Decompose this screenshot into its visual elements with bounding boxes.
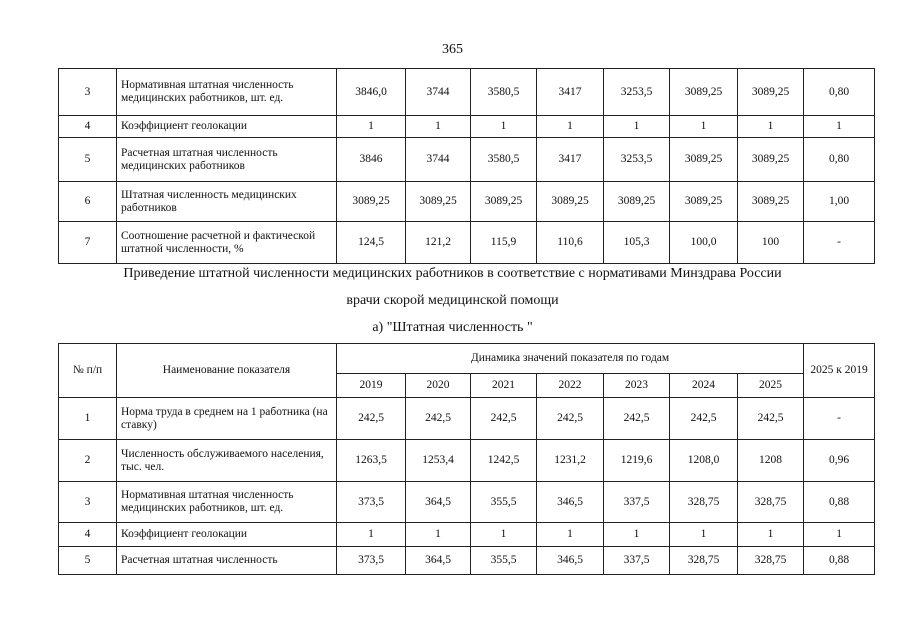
value-cell: 100 <box>738 222 804 264</box>
row-number: 3 <box>59 482 117 523</box>
column-header-number: № п/п <box>59 344 117 398</box>
value-cell: 1 <box>670 523 738 547</box>
value-cell: 328,75 <box>670 547 738 575</box>
indicator-name: Норма труда в среднем на 1 работника (на ставку) <box>117 398 337 440</box>
value-cell: 110,6 <box>537 222 604 264</box>
column-header-year: 2019 <box>337 374 406 398</box>
value-cell: 373,5 <box>337 547 406 575</box>
value-cell: 3089,25 <box>604 182 670 222</box>
value-cell: 1 <box>604 523 670 547</box>
value-cell: 3744 <box>406 69 471 116</box>
value-cell: 1208,0 <box>670 440 738 482</box>
row-number: 7 <box>59 222 117 264</box>
indicator-name: Штатная численность медицинских работников <box>117 182 337 222</box>
value-cell: 3846 <box>337 138 406 182</box>
value-cell: 355,5 <box>471 482 537 523</box>
table-row <box>59 523 875 547</box>
ratio-cell: 0,80 <box>804 69 875 116</box>
value-cell: 3417 <box>537 138 604 182</box>
column-header-year: 2022 <box>537 374 604 398</box>
value-cell: 3580,5 <box>471 138 537 182</box>
value-cell: 3089,25 <box>471 182 537 222</box>
section-heading: Приведение штатной численности медицинских работников в соответствие с нормативами Минздрава России <box>123 266 782 281</box>
row-number: 5 <box>59 138 117 182</box>
value-cell: 3089,25 <box>738 138 804 182</box>
indicator-name: Соотношение расчетной и фактической штатной численности, % <box>117 222 337 264</box>
value-cell: 3089,25 <box>670 69 738 116</box>
indicator-name: Расчетная штатная численность <box>117 547 337 575</box>
value-cell: 1242,5 <box>471 440 537 482</box>
column-header-year: 2025 <box>738 374 804 398</box>
table-row <box>59 482 875 523</box>
value-cell: 1219,6 <box>604 440 670 482</box>
value-cell: 1253,4 <box>406 440 471 482</box>
top-table <box>58 68 875 264</box>
value-cell: 3253,5 <box>604 138 670 182</box>
value-cell: 242,5 <box>738 398 804 440</box>
value-cell: 1 <box>471 523 537 547</box>
value-cell: 3089,25 <box>337 182 406 222</box>
table-row <box>59 138 875 182</box>
ratio-cell: 1 <box>804 116 875 138</box>
value-cell: 3253,5 <box>604 69 670 116</box>
value-cell: 105,3 <box>604 222 670 264</box>
value-cell: 3580,5 <box>471 69 537 116</box>
value-cell: 373,5 <box>337 482 406 523</box>
value-cell: 242,5 <box>337 398 406 440</box>
value-cell: 100,0 <box>670 222 738 264</box>
value-cell: 346,5 <box>537 482 604 523</box>
table-row <box>59 182 875 222</box>
value-cell: 242,5 <box>537 398 604 440</box>
value-cell: 328,75 <box>670 482 738 523</box>
value-cell: 1263,5 <box>337 440 406 482</box>
column-header-ratio: 2025 к 2019 <box>804 344 875 398</box>
column-header-year: 2023 <box>604 374 670 398</box>
value-cell: 242,5 <box>471 398 537 440</box>
ratio-cell: 1,00 <box>804 182 875 222</box>
value-cell: 1 <box>406 523 471 547</box>
value-cell: 1231,2 <box>537 440 604 482</box>
value-cell: 242,5 <box>670 398 738 440</box>
indicator-name: Численность обслуживаемого населения, тыс. чел. <box>117 440 337 482</box>
value-cell: 1 <box>670 116 738 138</box>
value-cell: 3089,25 <box>670 138 738 182</box>
value-cell: 121,2 <box>406 222 471 264</box>
indicator-name: Расчетная штатная численность медицинских работников <box>117 138 337 182</box>
row-number: 4 <box>59 523 117 547</box>
value-cell: 115,9 <box>471 222 537 264</box>
indicator-name: Нормативная штатная численность медицинских работников, шт. ед. <box>117 69 337 116</box>
value-cell: 328,75 <box>738 547 804 575</box>
value-cell: 124,5 <box>337 222 406 264</box>
indicator-name: Коэффициент геолокации <box>117 116 337 138</box>
row-number: 5 <box>59 547 117 575</box>
table-row <box>59 440 875 482</box>
value-cell: 3089,25 <box>670 182 738 222</box>
value-cell: 1 <box>337 116 406 138</box>
ratio-cell: 0,80 <box>804 138 875 182</box>
indicator-name: Коэффициент геолокации <box>117 523 337 547</box>
row-number: 6 <box>59 182 117 222</box>
value-cell: 3089,25 <box>406 182 471 222</box>
value-cell: 328,75 <box>738 482 804 523</box>
value-cell: 1208 <box>738 440 804 482</box>
row-number: 3 <box>59 69 117 116</box>
row-number: 2 <box>59 440 117 482</box>
table-row <box>59 116 875 138</box>
value-cell: 3417 <box>537 69 604 116</box>
value-cell: 1 <box>738 116 804 138</box>
bottom-table <box>58 343 875 575</box>
indicator-name: Нормативная штатная численность медицинских работников, шт. ед. <box>117 482 337 523</box>
ratio-cell: 0,96 <box>804 440 875 482</box>
subsection-heading: а) "Штатная численность " <box>372 320 533 335</box>
value-cell: 364,5 <box>406 547 471 575</box>
value-cell: 3744 <box>406 138 471 182</box>
value-cell: 3089,25 <box>738 182 804 222</box>
value-cell: 242,5 <box>604 398 670 440</box>
table-row <box>59 222 875 264</box>
value-cell: 3846,0 <box>337 69 406 116</box>
value-cell: 3089,25 <box>738 69 804 116</box>
row-number: 4 <box>59 116 117 138</box>
ratio-cell: - <box>804 398 875 440</box>
ratio-cell: 0,88 <box>804 547 875 575</box>
section-subheading: врачи скорой медицинской помощи <box>346 293 559 308</box>
value-cell: 3089,25 <box>537 182 604 222</box>
value-cell: 364,5 <box>406 482 471 523</box>
value-cell: 337,5 <box>604 482 670 523</box>
value-cell: 1 <box>337 523 406 547</box>
table-row <box>59 547 875 575</box>
value-cell: 355,5 <box>471 547 537 575</box>
table-row <box>59 69 875 116</box>
column-header-year: 2021 <box>471 374 537 398</box>
column-header-dynamics: Динамика значений показателя по годам <box>337 344 804 374</box>
column-header-year: 2024 <box>670 374 738 398</box>
table-row <box>59 398 875 440</box>
value-cell: 1 <box>537 116 604 138</box>
value-cell: 1 <box>604 116 670 138</box>
ratio-cell: 0,88 <box>804 482 875 523</box>
value-cell: 1 <box>738 523 804 547</box>
column-header-year: 2020 <box>406 374 471 398</box>
ratio-cell: 1 <box>804 523 875 547</box>
page-number: 365 <box>442 42 463 57</box>
row-number: 1 <box>59 398 117 440</box>
value-cell: 242,5 <box>406 398 471 440</box>
value-cell: 346,5 <box>537 547 604 575</box>
ratio-cell: - <box>804 222 875 264</box>
header-row <box>59 344 875 374</box>
column-header-name: Наименование показателя <box>117 344 337 398</box>
value-cell: 1 <box>406 116 471 138</box>
value-cell: 1 <box>471 116 537 138</box>
value-cell: 1 <box>537 523 604 547</box>
value-cell: 337,5 <box>604 547 670 575</box>
